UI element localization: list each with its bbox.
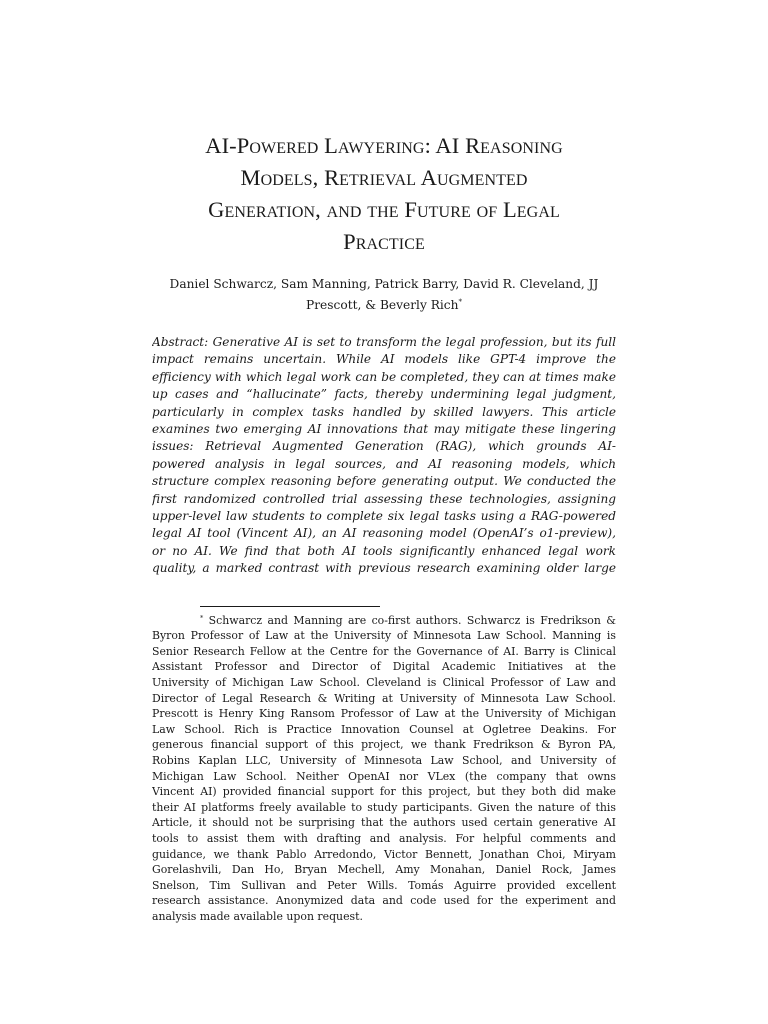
paper-page [152, 0, 616, 925]
footnote-line: University of Michigan Law School. Cleveland is Clinical Professor of Law and [152, 676, 616, 690]
footnote-line: guidance, we thank Pablo Arredondo, Victor Bennett, Jonathan Choi, Miryam [152, 847, 616, 861]
author-list [152, 275, 616, 314]
abstract-line: upper-level law students to complete six legal tasks using a RAG-powered [152, 509, 616, 524]
author-line [152, 293, 616, 314]
footnote-line: Vincent AI) provided financial support for this project, but they both did make [152, 785, 616, 799]
abstract-line: legal AI tool (Vincent AI), an AI reasoning model (OpenAI’s o1-preview), [152, 526, 616, 541]
footnote-marker: * [200, 613, 204, 622]
footnote-divider [200, 606, 380, 607]
footnote-line: Prescott is Henry King Ransom Professor of Law at the University of Michigan [152, 707, 616, 721]
abstract-line: first randomized controlled trial assessing these technologies, assigning [152, 491, 616, 506]
author-line-text: Prescott, & Beverly Rich [306, 298, 459, 312]
abstract-line: quality, a marked contrast with previous research examining older large [152, 561, 616, 576]
footnote-line: Byron Professor of Law at the University of Minnesota Law School. Manning is [152, 629, 616, 643]
footnote-line [152, 611, 616, 629]
abstract-line: up cases and “hallucinate” facts, thereby undermining legal judgment, [152, 387, 616, 402]
footnote-line: Robins Kaplan LLC, University of Minnesota Law School, and University of [152, 754, 616, 768]
footnote-line-text: Schwarcz and Manning are co-first authors. Schwarcz is Fredrikson & [203, 613, 616, 627]
abstract-line: structure complex reasoning before generating output. We conducted the [152, 474, 616, 489]
title-line: AI-Powered Lawyering: AI Reasoning [205, 133, 563, 158]
footnote-line: Snelson, Tim Sullivan and Peter Wills. Tomás Aguirre provided excellent [152, 878, 616, 892]
footnote-line: Law School. Rich is Practice Innovation Counsel at Ogletree Deakins. For [152, 722, 616, 736]
footnote-line: Michigan Law School. Neither OpenAI nor VLex (the company that owns [152, 769, 616, 783]
abstract-line: powered analysis in legal sources, and AI reasoning models, which [152, 456, 616, 471]
author-line: Daniel Schwarcz, Sam Manning, Patrick Barry, David R. Cleveland, JJ [169, 277, 599, 291]
footnote-line: generous financial support of this project, we thank Fredrikson & Byron PA, [152, 738, 616, 752]
title-line: Practice [343, 229, 425, 254]
footnote-line: Senior Research Fellow at the Centre for the Governance of AI. Barry is Clinical [152, 644, 616, 658]
author-footnote-marker: * [458, 298, 462, 306]
footnote-line: tools to assist them with drafting and analysis. For helpful comments and [152, 832, 616, 845]
abstract-line: Abstract: Generative AI is set to transform the legal profession, but its full [152, 335, 616, 349]
footnote-line: research assistance. Anonymized data and code used for the experiment and [152, 894, 616, 908]
footnote-line: analysis made available upon request. [152, 909, 363, 923]
footnote-line: their AI platforms freely available to study participants. Given the nature of this [152, 800, 616, 814]
footnote-line: Article, it should not be surprising that the authors used certain generative AI [152, 816, 616, 830]
footnote-line: Gorelashvili, Dan Ho, Bryan Mechell, Amy Monahan, Daniel Rock, James [152, 863, 616, 877]
abstract-line: impact remains uncertain. While AI models like GPT-4 improve the [152, 352, 616, 367]
abstract-line: or no AI. We find that both AI tools significantly enhanced legal work [152, 543, 616, 558]
abstract-line: particularly in complex tasks handled by skilled lawyers. This article [152, 404, 616, 419]
abstract-line: examines two emerging AI innovations that may mitigate these lingering [152, 422, 616, 437]
abstract-line: issues: Retrieval Augmented Generation (RAG), which grounds AI- [152, 439, 616, 454]
author-footnote [152, 611, 616, 925]
footnote-line: Director of Legal Research & Writing at University of Minnesota Law School. [152, 691, 616, 705]
paper-title [152, 130, 616, 258]
abstract-line: efficiency with which legal work can be completed, they can at times make [152, 369, 616, 384]
title-line: Generation, and the Future of Legal [208, 197, 560, 222]
footnote-line: Assistant Professor and Director of Digital Academic Initiatives at the [152, 660, 616, 674]
abstract [152, 334, 616, 578]
title-line: Models, Retrieval Augmented [240, 165, 528, 190]
